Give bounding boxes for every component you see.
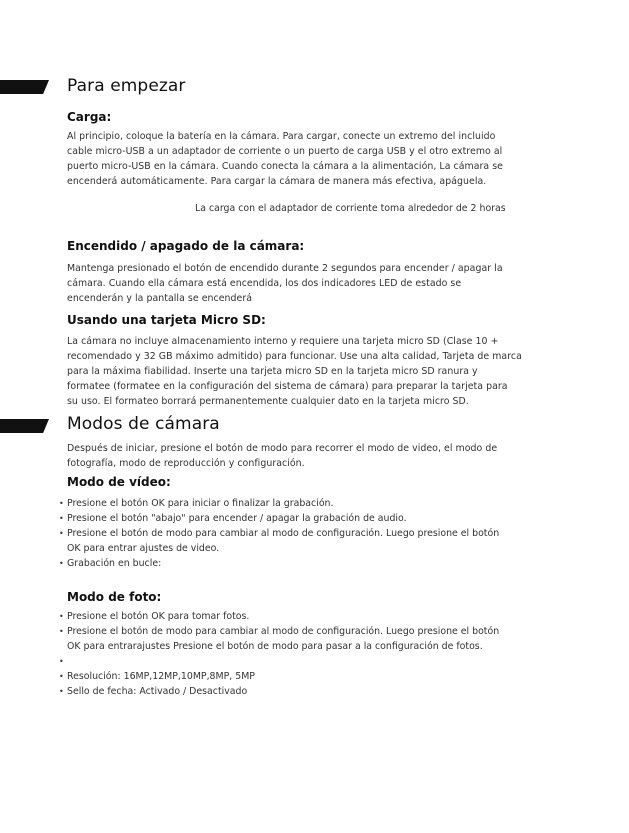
text-line: OK para entrar ajustes de video. bbox=[67, 543, 220, 554]
list-item bbox=[59, 669, 579, 684]
paragraph-microsd bbox=[67, 334, 572, 409]
text-line: encenderán y la pantalla se encenderá bbox=[67, 293, 253, 304]
text-line: Resolución: 16MP,12MP,10MP,8MP, 5MP bbox=[67, 671, 255, 682]
text-line: OK para entrarajustes Presione el botón de modo para pasar a la configuración de fotos. bbox=[67, 641, 483, 652]
text-line: Presione el botón OK para tomar fotos. bbox=[67, 611, 250, 622]
paragraph-intro bbox=[67, 441, 572, 471]
text-line: • Presione el botón de modo para cambiar al modo de configuración. Luego presione el botón bbox=[67, 528, 500, 539]
text-line: encenderá automáticamente. Para cargar la cámara de manera más efectiva, apáguela. bbox=[67, 176, 487, 187]
text-line: cámara. Cuando ella cámara está encendida, los dos indicadores LED de estado se bbox=[67, 278, 462, 289]
list-item bbox=[59, 496, 579, 511]
text-line: recomendado y 32 GB máximo admitido) para funcionar. Use una alta calidad, Tarjeta de marca bbox=[67, 351, 522, 362]
heading-encendido: Encendido / apagado de la cámara: bbox=[67, 239, 305, 253]
text-line: para la máxima fiabilidad. Inserte una tarjeta micro SD en la tarjeta micro SD ranura y bbox=[67, 366, 478, 377]
section-marker bbox=[0, 419, 49, 433]
heading-microsd: Usando una tarjeta Micro SD: bbox=[67, 313, 266, 327]
section-title-modos: Modos de cámara bbox=[67, 414, 220, 434]
text-line: Presione el botón OK para iniciar o finalizar la grabación. bbox=[67, 498, 334, 509]
list-item bbox=[59, 526, 579, 556]
list-item bbox=[59, 684, 579, 699]
section-title-para-empezar: Para empezar bbox=[67, 76, 186, 96]
text-line: formatee (formatee en la configuración del sistema de cámara) para preparar la tarjeta para bbox=[67, 381, 508, 392]
text-line: cable micro-USB a un adaptador de corriente o un puerto de carga USB y el otro extremo al bbox=[67, 146, 503, 157]
text-line: Después de iniciar, presione el botón de modo para recorrer el modo de video, el modo de bbox=[67, 443, 498, 454]
text-line: fotografía, modo de reproducción y configuración. bbox=[67, 458, 305, 469]
list-item bbox=[59, 609, 579, 624]
text-line: Grabación en bucle: bbox=[67, 558, 162, 569]
video-bullet-list bbox=[59, 496, 579, 571]
heading-carga: Carga: bbox=[67, 110, 112, 124]
list-item bbox=[59, 654, 579, 669]
foto-bullet-list bbox=[59, 609, 579, 699]
heading-foto: Modo de foto: bbox=[67, 590, 162, 604]
text-line: Sello de fecha: Activado / Desactivado bbox=[67, 686, 248, 697]
text-line: su uso. El formateo borrará permanentemente cualquier dato en la tarjeta micro SD. bbox=[67, 396, 469, 407]
heading-video: Modo de vídeo: bbox=[67, 475, 171, 489]
charging-note: La carga con el adaptador de corriente toma alrededor de 2 horas bbox=[195, 203, 506, 214]
text-line: Al principio, coloque la batería en la cámara. Para cargar, conecte un extremo del incluido bbox=[67, 131, 496, 142]
paragraph-carga bbox=[67, 129, 572, 189]
list-item bbox=[59, 556, 579, 571]
text-line: • Presione el botón de modo para cambiar al modo de configuración. Luego presione el botón bbox=[67, 626, 500, 637]
text-line: Mantenga presionado el botón de encendido durante 2 segundos para encender / apagar la bbox=[67, 263, 503, 274]
text-line: La cámara no incluye almacenamiento interno y requiere una tarjeta micro SD (Clase 10 + bbox=[67, 336, 499, 347]
text-line: puerto micro-USB en la cámara. Cuando conecta la cámara a la alimentación, La cámara se bbox=[67, 161, 503, 172]
paragraph-encendido bbox=[67, 261, 572, 306]
section-marker bbox=[0, 80, 49, 94]
list-item bbox=[59, 624, 579, 654]
list-item bbox=[59, 511, 579, 526]
text-line: Presione el botón "abajo" para encender / apagar la grabación de audio. bbox=[67, 513, 407, 524]
